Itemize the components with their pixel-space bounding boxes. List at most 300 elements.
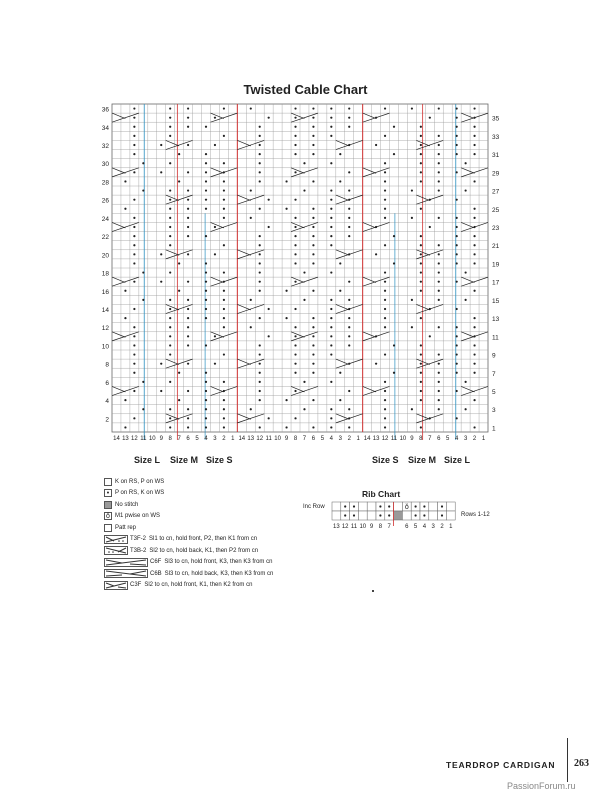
legend-text: P on RS, K on WS [115,490,165,497]
purl-dot [456,107,458,109]
stitch-number: 1 [356,436,360,442]
purl-dot [473,399,475,401]
t3b-2-cable-icon [104,546,128,555]
rib-cell [429,502,438,511]
stitch-number: 3 [213,436,217,442]
purl-dot [133,417,135,419]
purl-dot [124,399,126,401]
purl-dot [438,372,440,374]
stitch-number: 11 [390,436,398,442]
purl-dot [429,117,431,119]
rib-stitch-number: 1 [449,524,453,530]
purl-dot [456,335,458,337]
purl-dot [294,135,296,137]
purl-dot [312,153,314,155]
purl-dot [330,299,332,301]
purl-dot [312,126,314,128]
purl-dot [411,189,413,191]
purl-dot [473,208,475,210]
purl-dot [312,135,314,137]
purl-dot [223,381,225,383]
purl-dot [411,299,413,301]
purl-dot [456,390,458,392]
purl-dot [330,417,332,419]
stitch-number: 9 [284,436,289,442]
knit-icon [104,478,112,486]
purl-dot [438,399,440,401]
purl-dot [169,381,171,383]
purl-dot [187,344,189,346]
purl-dot [393,372,395,374]
legend-item [104,488,273,500]
purl-dot [348,281,350,283]
purl-dot [285,290,287,292]
c6f-cable-icon [104,558,148,567]
purl-dot [393,235,395,237]
purl-dot [473,180,475,182]
purl-dot [268,335,270,337]
purl-dot [456,353,458,355]
legend-item [104,499,273,511]
purl-dot [384,281,386,283]
purl-dot [393,344,395,346]
purl-dot [303,162,305,164]
purl-dot [330,226,332,228]
purl-dot [312,208,314,210]
purl-dot [187,408,189,410]
purl-dot [420,317,422,319]
legend-text: Sl2 to cn, hold back, K1, then P2 from cn [149,547,259,554]
purl-dot [348,390,350,392]
purl-dot [384,408,386,410]
stitch-number: 13 [372,436,380,442]
purl-dot [330,235,332,237]
purl-dot [160,144,162,146]
purl-dot [330,408,332,410]
purl-dot [259,390,261,392]
purl-dot [205,235,207,237]
purl-dot [250,189,252,191]
purl-dot [223,399,225,401]
purl-dot [438,135,440,137]
purl-dot [348,208,350,210]
purl-dot [312,117,314,119]
purl-dot [384,107,386,109]
purl-dot [294,281,296,283]
purl-dot [259,262,261,264]
purl-dot [169,235,171,237]
rib-cell [394,502,403,511]
purl-dot [420,235,422,237]
stitch-number: 4 [454,436,459,442]
no-stitch-icon [104,501,112,509]
purl-dot [169,353,171,355]
purl-dot [438,281,440,283]
stitch-number: 7 [302,436,307,442]
purl-dot [160,253,162,255]
rib-chart-title: Rib Chart [362,489,401,499]
purl-dot [330,317,332,319]
row-number-right: 5 [492,389,496,396]
rib-purl-dot [441,505,443,507]
purl-dot [348,426,350,428]
purl-dot [312,426,314,428]
m1-pwise-icon: ŏ [104,512,112,520]
purl-dot [465,408,467,410]
purl-dot [473,353,475,355]
purl-dot [438,144,440,146]
purl-dot [348,344,350,346]
purl-dot [294,353,296,355]
purl-dot [456,344,458,346]
row-number-right: 9 [492,352,496,360]
purl-dot [142,408,144,410]
rib-cell [429,511,438,520]
row-number-left: 16 [101,288,109,296]
purl-dot [285,208,287,210]
rib-purl-dot [423,514,425,516]
purl-dot [294,171,296,173]
rib-cell [358,511,367,520]
footer-divider [567,738,568,782]
purl-dot [330,217,332,219]
purl-dot [330,308,332,310]
stitch-number: 2 [472,436,477,442]
purl-dot [456,144,458,146]
row-number-left: 4 [105,398,109,406]
rib-purl-dot [344,505,346,507]
purl-dot [178,153,180,155]
purl-dot [169,107,171,109]
purl-dot [429,226,431,228]
purl-dot [133,244,135,246]
purl-dot [169,244,171,246]
purl-dot [133,326,135,328]
rib-stitch-number: 4 [422,524,427,530]
purl-dot [456,372,458,374]
purl-dot [473,217,475,219]
purl-dot [294,244,296,246]
purl-dot [473,135,475,137]
purl-dot [259,208,261,210]
purl-dot [223,299,225,301]
purl-dot [160,281,162,283]
row-number-left: 12 [101,325,109,333]
purl-dot [178,262,180,264]
purl-dot [294,144,296,146]
purl-dot [330,344,332,346]
purl-dot [312,326,314,328]
purl-dot [205,390,207,392]
legend-item [104,522,273,534]
rib-cell [367,502,376,511]
purl-dot [456,363,458,365]
purl-dot [169,426,171,428]
row-number-right: 17 [492,279,500,287]
purl-dot [178,399,180,401]
purl-dot [169,326,171,328]
purl-dot [133,217,135,219]
purl-dot [456,253,458,255]
purl-dot [312,290,314,292]
stitch-number: 8 [168,436,172,442]
purl-dot [465,299,467,301]
stitch-number: 5 [320,436,325,442]
purl-dot [169,126,171,128]
purl-dot [259,353,261,355]
purl-dot [169,117,171,119]
purl-dot [384,426,386,428]
purl-dot [133,372,135,374]
row-number-right: 11 [492,334,499,342]
purl-dot [384,217,386,219]
rib-stitch-number: 13 [333,524,340,530]
purl-dot [268,199,270,201]
purl-dot [330,208,332,210]
legend-item [104,476,273,488]
purl-dot [214,253,216,255]
purl-dot [169,199,171,201]
purl-dot [438,363,440,365]
page-dot [372,590,374,592]
rib-stitch-number: 10 [359,524,367,530]
purl-dot [438,326,440,328]
purl-dot [294,262,296,264]
purl-dot [169,417,171,419]
purl-dot [133,153,135,155]
purl-dot [438,162,440,164]
purl-dot [348,335,350,337]
purl-dot [133,199,135,201]
row-number-right: 27 [492,188,500,196]
purl-dot [312,244,314,246]
purl-dot [187,417,189,419]
purl-dot [312,363,314,365]
purl-dot [294,153,296,155]
purl-dot [169,226,171,228]
stitch-number: 5 [446,436,450,442]
purl-dot [187,199,189,201]
purl-dot [214,117,216,119]
purl-dot [393,153,395,155]
row-number-left: 22 [101,234,109,242]
purl-dot [473,144,475,146]
purl-dot [259,426,261,428]
purl-dot [348,107,350,109]
purl-dot [429,335,431,337]
row-number-right: 33 [492,133,500,141]
page-number: 263 [574,758,589,769]
purl-dot [223,180,225,182]
purl-dot [205,199,207,201]
purl-dot [348,299,350,301]
purl-dot [223,426,225,428]
purl-dot [250,299,252,301]
purl-dot [465,162,467,164]
purl-dot [438,381,440,383]
purl-dot [133,353,135,355]
purl-dot [259,244,261,246]
purl-dot [294,226,296,228]
row-number-right: 23 [492,225,500,232]
purl-dot [259,317,261,319]
purl-dot [330,126,332,128]
rib-stitch-number: 7 [387,524,391,530]
purl-dot [420,426,422,428]
purl-dot [294,117,296,119]
row-number-right: 31 [492,152,500,160]
stitch-number: 7 [428,436,432,442]
row-number-left: 2 [105,416,109,424]
purl-dot [178,290,180,292]
stitch-number: 6 [311,436,316,442]
purl-dot [312,235,314,237]
purl-dot [456,308,458,310]
purl-dot [187,253,189,255]
purl-dot [384,317,386,319]
purl-dot [205,408,207,410]
purl-dot [420,144,422,146]
legend-code: C6B [150,570,162,577]
purl-dot [473,235,475,237]
purl-dot [384,399,386,401]
purl-dot [285,180,287,182]
purl-dot [133,281,135,283]
purl-dot [205,317,207,319]
purl-dot [294,308,296,310]
purl-dot [187,189,189,191]
rib-stitch-number: 6 [405,524,409,530]
purl-dot [133,262,135,264]
purl-dot [339,153,341,155]
rib-purl-dot [379,505,381,507]
purl-dot [393,262,395,264]
rib-stitch-number: 8 [378,524,383,530]
purl-dot [456,126,458,128]
purl-dot [473,317,475,319]
stitch-number: 8 [293,436,298,442]
purl-dot [465,381,467,383]
book-title: TEARDROP CARDIGAN [446,760,556,770]
purl-dot [178,180,180,182]
purl-dot [384,299,386,301]
purl-dot [223,271,225,273]
purl-dot [384,171,386,173]
purl-dot [348,326,350,328]
purl-dot [312,144,314,146]
purl-dot [205,153,207,155]
rib-cell [446,502,455,511]
rib-purl-dot [353,505,355,507]
purl-dot [312,372,314,374]
purl-dot [348,235,350,237]
purl-dot [438,299,440,301]
purl-dot [133,253,135,255]
purl-dot [187,390,189,392]
c3f-cable-icon [104,581,128,590]
purl-dot [312,399,314,401]
purl-dot [348,226,350,228]
purl-dot [294,335,296,337]
purl-dot [259,372,261,374]
purl-dot [133,390,135,392]
row-number-right: 29 [492,170,500,178]
row-number-right: 1 [492,425,496,433]
legend-text: Sl2 to cn, hold front, K1, then K2 from cn [144,582,253,589]
purl-dot [285,426,287,428]
purl-dot [473,244,475,246]
row-number-right: 13 [492,316,500,324]
purl-dot [259,381,261,383]
purl-dot [411,107,413,109]
purl-dot [187,281,189,283]
purl-dot [169,162,171,164]
purl-dot [312,107,314,109]
purl-dot [384,199,386,201]
purl-dot [456,417,458,419]
purl-dot [169,217,171,219]
size-label-left-s: Size S [206,455,233,465]
rib-cell [332,502,341,511]
patt-rep-icon [104,524,112,532]
purl-dot [303,299,305,301]
purl-dot [205,308,207,310]
purl-dot [330,199,332,201]
purl-dot [411,217,413,219]
stitch-number: 12 [256,436,264,442]
purl-dot [330,326,332,328]
rib-purl-dot [344,514,346,516]
stitch-number: 12 [381,436,389,442]
purl-dot [187,335,189,337]
purl-dot [214,363,216,365]
purl-dot [142,189,144,191]
purl-dot [205,180,207,182]
purl-dot [205,162,207,164]
purl-dot [205,399,207,401]
purl-dot [330,244,332,246]
purl-dot [473,253,475,255]
purl-dot [384,308,386,310]
purl-dot [133,171,135,173]
purl-dot [420,126,422,128]
size-label-left-m: Size M [170,455,199,465]
purl-dot [420,399,422,401]
purl-dot [420,290,422,292]
purl-dot [169,308,171,310]
purl-dot [456,199,458,201]
purl-dot [133,363,135,365]
purl-dot [223,135,225,137]
rib-m1-mark: ŏ [404,504,409,511]
purl-dot [133,308,135,310]
purl-dot [187,208,189,210]
purl-dot [312,317,314,319]
purl-dot [303,271,305,273]
purl-dot [339,180,341,182]
purl-dot [259,281,261,283]
purl-dot [205,372,207,374]
t3f-2-cable-icon [104,535,128,544]
purl-dot [420,271,422,273]
purl-dot [124,317,126,319]
purl-dot [187,326,189,328]
purl-dot [205,281,207,283]
stitch-number: 3 [338,436,342,442]
stitch-number: 4 [329,436,334,442]
row-number-right: 3 [492,407,496,415]
purl-dot [285,399,287,401]
